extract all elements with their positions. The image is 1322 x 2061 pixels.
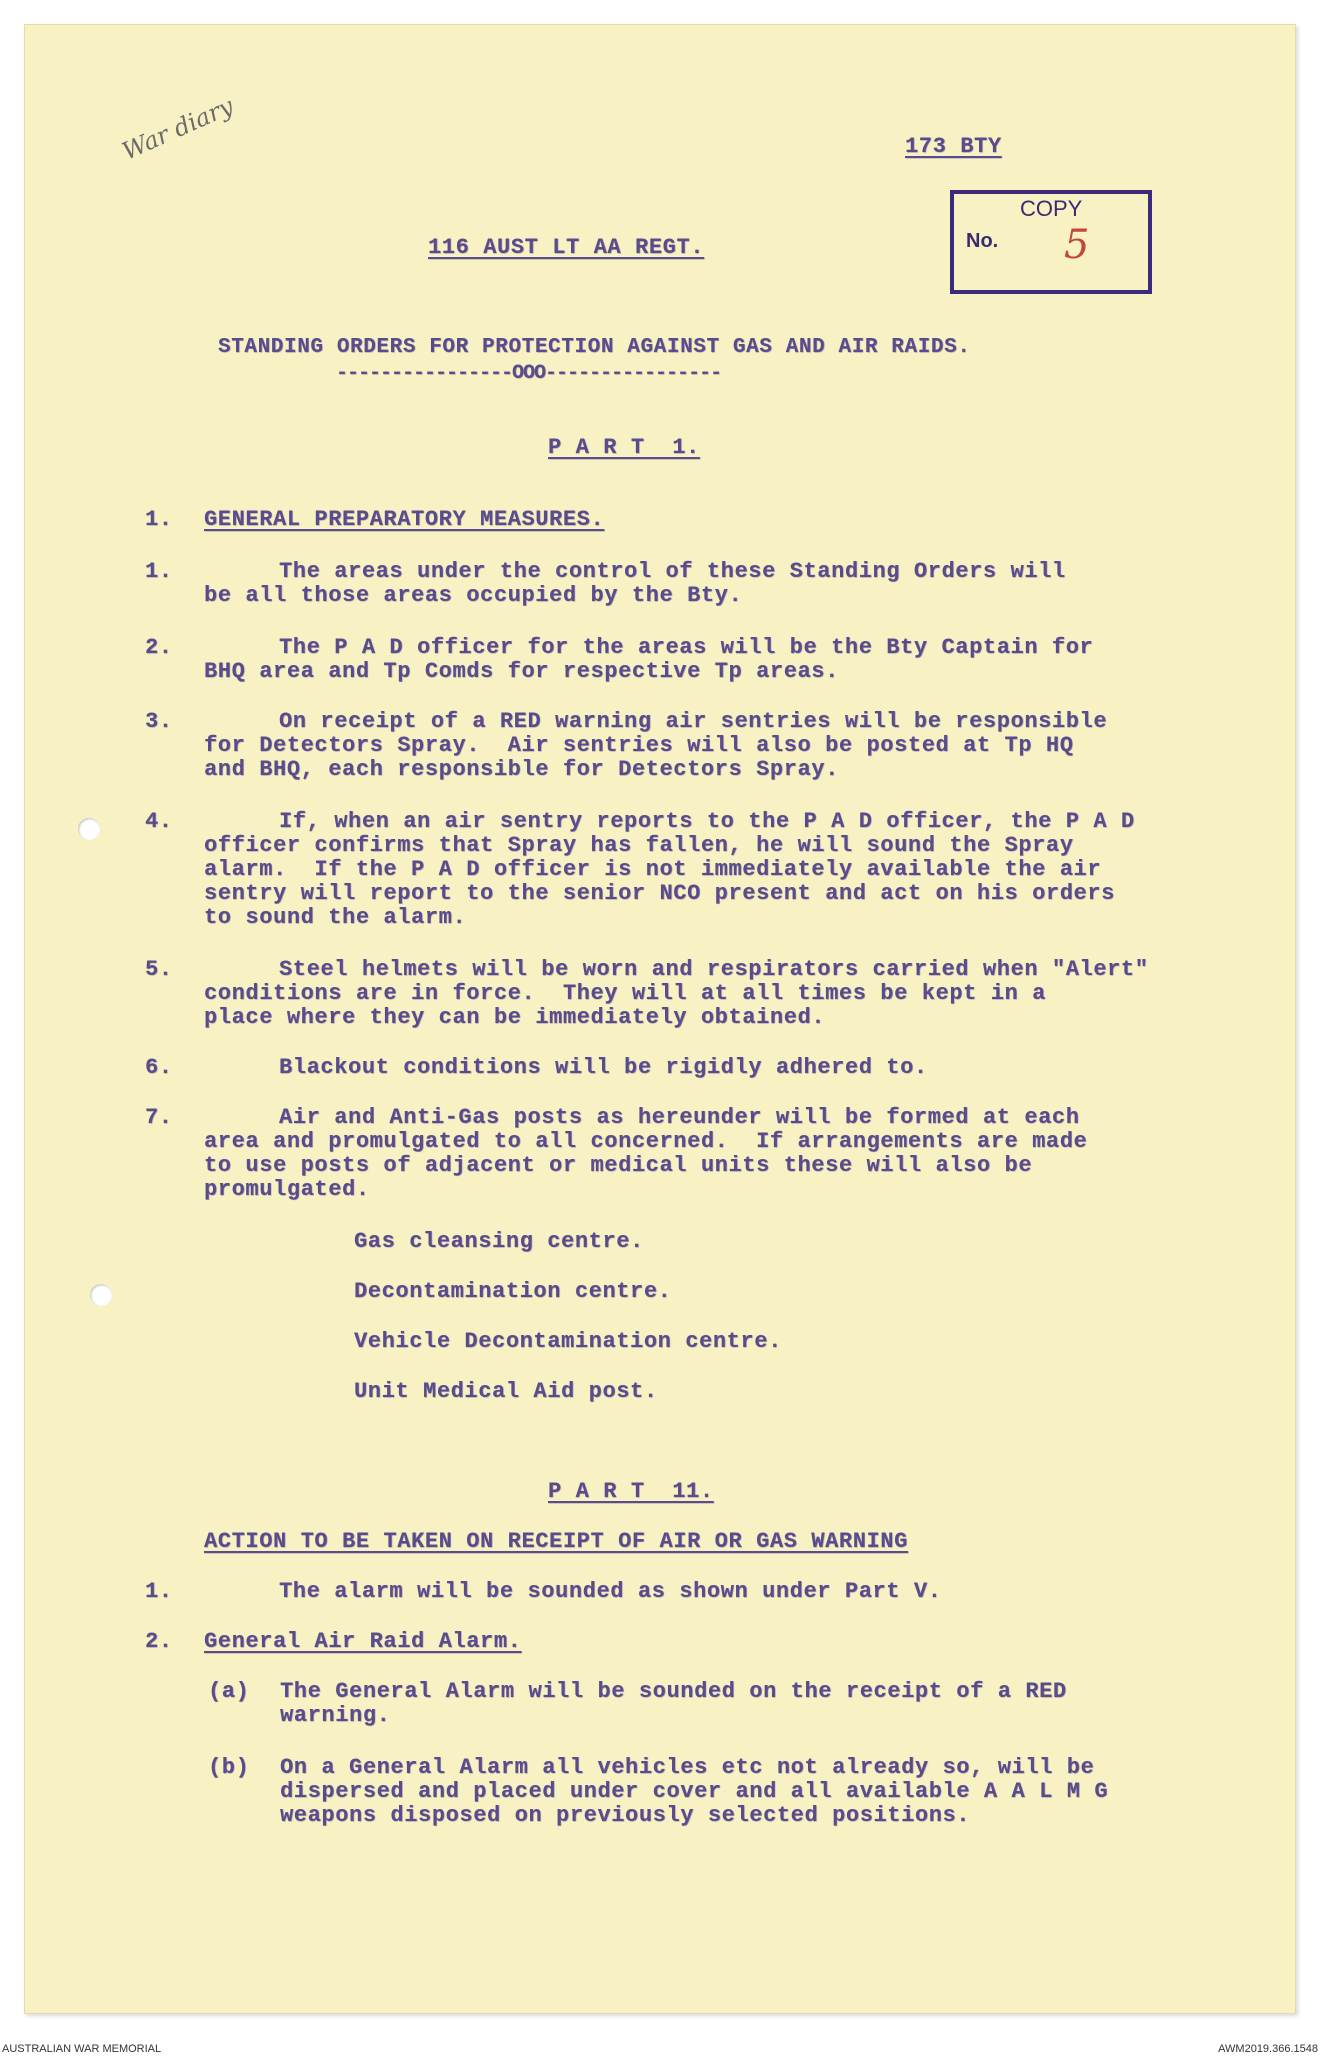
- item-number: 3.: [145, 709, 173, 734]
- item-number: 6.: [145, 1055, 173, 1080]
- title-rule: ----------------OOO----------------: [336, 362, 722, 385]
- stamp-copy-label: COPY: [1020, 196, 1083, 221]
- part1-heading: P A R T 1.: [548, 435, 700, 460]
- document-title: STANDING ORDERS FOR PROTECTION AGAINST GAS AND AIR RAIDS.: [218, 336, 971, 359]
- item-number: 4.: [145, 809, 173, 834]
- item-text: The alarm will be sounded as shown under Part V.: [279, 1579, 942, 1604]
- footer-source: AUSTRALIAN WAR MEMORIAL: [2, 2043, 162, 2055]
- section-number: 1.: [145, 507, 173, 532]
- stamp-number-label: No.: [966, 230, 999, 252]
- item-number: 1.: [145, 1579, 173, 1604]
- item-number: 1.: [145, 559, 173, 584]
- post-item: Decontamination centre.: [354, 1279, 672, 1304]
- subitem-text: On a General Alarm all vehicles etc not already so, will be dispersed and placed under cover and all available A A L M G weapons disposed on previously selected positions.: [280, 1755, 1109, 1828]
- item-title: General Air Raid Alarm.: [204, 1629, 522, 1654]
- item-text: The P A D officer for the areas will be the Bty Captain for BHQ area and Tp Comds for respective Tp areas.: [204, 635, 1094, 684]
- subitem-text: The General Alarm will be sounded on the receipt of a RED warning.: [280, 1679, 1067, 1728]
- copy-stamp: [950, 190, 1152, 294]
- item-number: 2.: [145, 635, 173, 660]
- item-text: Blackout conditions will be rigidly adhered to.: [279, 1055, 928, 1080]
- subitem-label: (a): [208, 1679, 250, 1704]
- post-item: Vehicle Decontamination centre.: [354, 1329, 782, 1354]
- punch-hole: [90, 1284, 112, 1306]
- subitem-label: (b): [208, 1755, 250, 1780]
- post-item: Unit Medical Aid post.: [354, 1379, 658, 1404]
- item-number: 7.: [145, 1105, 173, 1130]
- battery-label: 173 BTY: [905, 134, 1002, 159]
- item-text: On receipt of a RED warning air sentries will be responsible for Detectors Spray. Air sentries will also be posted at Tp HQ and BHQ, each responsible for Detectors Spray.: [204, 709, 1108, 782]
- part2-subheading: ACTION TO BE TAKEN ON RECEIPT OF AIR OR GAS WARNING: [204, 1529, 908, 1554]
- footer-accession: AWM2019.366.1548: [1218, 2043, 1318, 2055]
- item-text: If, when an air sentry reports to the P A D officer, the P A D officer confirms that Spray has fallen, he will sound the Spray alarm. If the P A D officer is not immediately available the air sentry will report to the senior NCO present and act on his orders to sound the alarm.: [204, 809, 1135, 930]
- item-text: Air and Anti-Gas posts as hereunder will be formed at each area and promulgated to all concerned. If arrangements are made to use posts of adjacent or medical units these will also be promulgated.: [204, 1105, 1088, 1202]
- item-number: 5.: [145, 957, 173, 982]
- post-item: Gas cleansing centre.: [354, 1229, 644, 1254]
- punch-hole: [78, 818, 100, 840]
- regiment-title: 116 AUST LT AA REGT.: [428, 235, 705, 260]
- stamp-number-value: 5: [1064, 222, 1090, 268]
- item-number: 2.: [145, 1629, 173, 1654]
- item-text: The areas under the control of these Standing Orders will be all those areas occupied by the Bty.: [204, 559, 1066, 608]
- part2-heading: P A R T 11.: [548, 1479, 714, 1504]
- handwritten-annotation: War diary: [118, 91, 238, 166]
- item-text: Steel helmets will be worn and respirators carried when "Alert" conditions are in force. They will at all times be kept in a place where they can be immediately obtained.: [204, 957, 1149, 1030]
- section-title: GENERAL PREPARATORY MEASURES.: [204, 507, 605, 532]
